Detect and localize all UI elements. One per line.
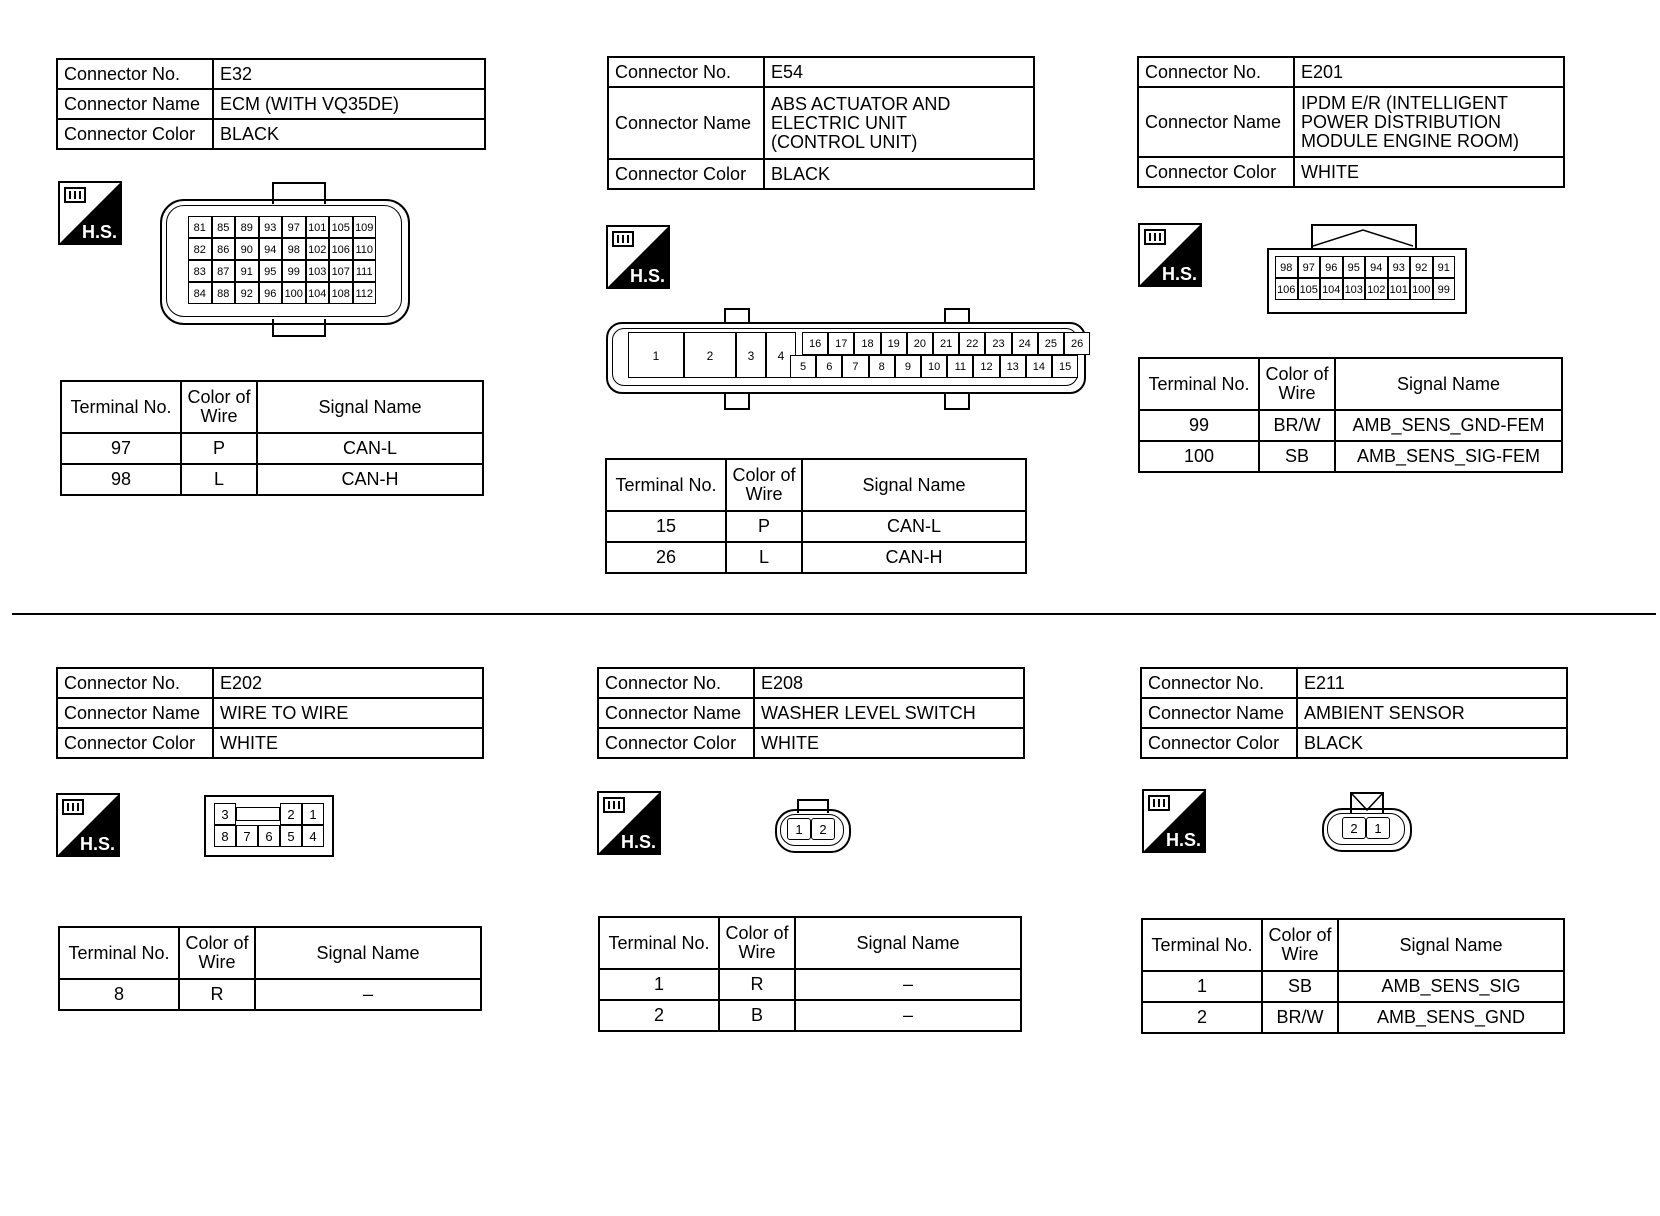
table-row: 15 P CAN-L — [606, 511, 1026, 542]
pin-90: 90 — [235, 238, 259, 260]
pin-24: 24 — [1012, 332, 1038, 355]
pin-103: 103 — [1343, 278, 1366, 300]
pin-blank — [236, 807, 280, 821]
table-row: 26 L CAN-H — [606, 542, 1026, 573]
pin-108: 108 — [329, 282, 353, 304]
pin-95: 95 — [1343, 256, 1366, 278]
pin-94: 94 — [259, 238, 283, 260]
terminal-no-header: Terminal No. — [599, 917, 719, 969]
color-of-wire-header: Color of Wire — [179, 927, 255, 979]
pin-94: 94 — [1365, 256, 1388, 278]
pin-19: 19 — [881, 332, 907, 355]
pin-101: 101 — [306, 216, 330, 238]
terminal-no-header: Terminal No. — [606, 459, 726, 511]
pin-107: 107 — [329, 260, 353, 282]
connector-color-label: Connector Color — [608, 159, 764, 189]
connector-name-label: Connector Name — [1138, 87, 1294, 157]
pin-18: 18 — [854, 332, 880, 355]
pin-104: 104 — [1320, 278, 1343, 300]
connector-no-label: Connector No. — [1141, 668, 1297, 698]
pin-8: 8 — [869, 355, 895, 378]
terminal-table-e211 — [1141, 918, 1565, 1034]
terminal-table-e202 — [58, 926, 482, 1011]
terminal-no-header: Terminal No. — [61, 381, 181, 433]
pin-5: 5 — [790, 355, 816, 378]
pin-82: 82 — [188, 238, 212, 260]
svg-text:H.S.: H.S. — [1166, 830, 1202, 850]
harness-side-icon — [597, 791, 661, 855]
pin-26: 26 — [1064, 332, 1090, 355]
pin-7: 7 — [842, 355, 868, 378]
connector-e202-face — [204, 795, 334, 857]
pin-22: 22 — [959, 332, 985, 355]
terminal-no-header: Terminal No. — [59, 927, 179, 979]
color-of-wire-header: Color of Wire — [181, 381, 257, 433]
pin-110: 110 — [353, 238, 377, 260]
pin-7: 7 — [236, 825, 258, 847]
pin-91: 91 — [1433, 256, 1456, 278]
svg-text:H.S.: H.S. — [621, 832, 657, 852]
pin-88: 88 — [212, 282, 236, 304]
pin-99: 99 — [282, 260, 306, 282]
connector-e208-face — [775, 799, 851, 853]
pin-12: 12 — [973, 355, 999, 378]
pin-106: 106 — [329, 238, 353, 260]
pin-1: 1 — [302, 803, 324, 825]
pin-97: 97 — [282, 216, 306, 238]
pin-1: 1 — [787, 818, 811, 840]
pin-4: 4 — [766, 332, 796, 378]
connector-color-label: Connector Color — [1141, 728, 1297, 758]
pin-96: 96 — [259, 282, 283, 304]
color-of-wire-header: Color of Wire — [726, 459, 802, 511]
connector-name-value: ECM (WITH VQ35DE) — [213, 89, 485, 119]
pin-16: 16 — [802, 332, 828, 355]
table-row: 98 L CAN-H — [61, 464, 483, 495]
table-row: 8 R – — [59, 979, 481, 1010]
pin-93: 93 — [1388, 256, 1411, 278]
connector-color-value: WHITE — [1294, 157, 1564, 187]
pin-4: 4 — [302, 825, 324, 847]
terminal-no-header: Terminal No. — [1142, 919, 1262, 971]
table-row: 2 B – — [599, 1000, 1021, 1031]
pin-100: 100 — [1410, 278, 1433, 300]
table-row: 1 R – — [599, 969, 1021, 1000]
pin-98: 98 — [282, 238, 306, 260]
pin-105: 105 — [329, 216, 353, 238]
connector-no-label: Connector No. — [1138, 57, 1294, 87]
connector-color-value: BLACK — [1297, 728, 1567, 758]
pin-83: 83 — [188, 260, 212, 282]
connector-no-value: E208 — [754, 668, 1024, 698]
pin-3: 3 — [214, 803, 236, 825]
pin-6: 6 — [258, 825, 280, 847]
pin-101: 101 — [1388, 278, 1411, 300]
connector-name-value: ABS ACTUATOR AND ELECTRIC UNIT (CONTROL UNIT) — [764, 87, 1034, 159]
connector-name-value: AMBIENT SENSOR — [1297, 698, 1567, 728]
connector-e54-face — [606, 308, 1086, 408]
pin-85: 85 — [212, 216, 236, 238]
terminal-table-e32 — [60, 380, 484, 496]
pin-1: 1 — [628, 332, 684, 378]
connector-color-label: Connector Color — [57, 119, 213, 149]
connector-info-e54 — [607, 56, 1035, 190]
harness-side-icon — [58, 181, 122, 245]
pin-6: 6 — [816, 355, 842, 378]
connector-name-label: Connector Name — [608, 87, 764, 159]
connector-color-label: Connector Color — [598, 728, 754, 758]
terminal-no-header: Terminal No. — [1139, 358, 1259, 410]
connector-color-value: WHITE — [213, 728, 483, 758]
signal-name-header: Signal Name — [1338, 919, 1564, 971]
pin-92: 92 — [235, 282, 259, 304]
pin-14: 14 — [1026, 355, 1052, 378]
pin-102: 102 — [306, 238, 330, 260]
connector-no-label: Connector No. — [57, 668, 213, 698]
pin-91: 91 — [235, 260, 259, 282]
pin-99: 99 — [1433, 278, 1456, 300]
svg-text:H.S.: H.S. — [82, 222, 118, 242]
connector-color-value: BLACK — [764, 159, 1034, 189]
connector-color-value: WHITE — [754, 728, 1024, 758]
pin-100: 100 — [282, 282, 306, 304]
pin-2: 2 — [1342, 817, 1366, 839]
pin-98: 98 — [1275, 256, 1298, 278]
svg-text:H.S.: H.S. — [1162, 264, 1198, 284]
pin-15: 15 — [1052, 355, 1078, 378]
pin-8: 8 — [214, 825, 236, 847]
pin-20: 20 — [907, 332, 933, 355]
pin-1: 1 — [1366, 817, 1390, 839]
connector-color-label: Connector Color — [1138, 157, 1294, 187]
svg-text:H.S.: H.S. — [80, 834, 116, 854]
table-row: 100 SB AMB_SENS_SIG-FEM — [1139, 441, 1562, 472]
signal-name-header: Signal Name — [1335, 358, 1562, 410]
pin-97: 97 — [1298, 256, 1321, 278]
harness-side-icon — [606, 225, 670, 289]
connector-info-e202 — [56, 667, 484, 759]
pin-17: 17 — [828, 332, 854, 355]
pin-106: 106 — [1275, 278, 1298, 300]
signal-name-header: Signal Name — [257, 381, 483, 433]
pin-5: 5 — [280, 825, 302, 847]
pin-109: 109 — [353, 216, 377, 238]
connector-e201-face — [1267, 224, 1469, 316]
table-row: 2 BR/W AMB_SENS_GND — [1142, 1002, 1564, 1033]
connector-name-label: Connector Name — [57, 89, 213, 119]
connector-no-label: Connector No. — [598, 668, 754, 698]
connector-name-label: Connector Name — [57, 698, 213, 728]
pin-13: 13 — [1000, 355, 1026, 378]
pin-86: 86 — [212, 238, 236, 260]
pin-9: 9 — [895, 355, 921, 378]
section-divider — [12, 613, 1656, 615]
pin-2: 2 — [811, 818, 835, 840]
pin-87: 87 — [212, 260, 236, 282]
harness-side-icon — [1142, 789, 1206, 853]
pin-10: 10 — [921, 355, 947, 378]
connector-color-label: Connector Color — [57, 728, 213, 758]
pin-95: 95 — [259, 260, 283, 282]
pin-102: 102 — [1365, 278, 1388, 300]
terminal-table-e201 — [1138, 357, 1563, 473]
pin-96: 96 — [1320, 256, 1343, 278]
connector-no-label: Connector No. — [57, 59, 213, 89]
terminal-table-e208 — [598, 916, 1022, 1032]
pin-93: 93 — [259, 216, 283, 238]
pin-104: 104 — [306, 282, 330, 304]
harness-side-icon — [1138, 223, 1202, 287]
pin-21: 21 — [933, 332, 959, 355]
connector-no-value: E54 — [764, 57, 1034, 87]
connector-info-e211 — [1140, 667, 1568, 759]
pin-25: 25 — [1038, 332, 1064, 355]
signal-name-header: Signal Name — [802, 459, 1026, 511]
connector-info-e208 — [597, 667, 1025, 759]
terminal-table-e54 — [605, 458, 1027, 574]
harness-side-icon — [56, 793, 120, 857]
connector-name-value: WASHER LEVEL SWITCH — [754, 698, 1024, 728]
pin-112: 112 — [353, 282, 377, 304]
connector-info-e32 — [56, 58, 486, 150]
color-of-wire-header: Color of Wire — [1262, 919, 1338, 971]
pin-111: 111 — [353, 260, 377, 282]
pin-92: 92 — [1410, 256, 1433, 278]
color-of-wire-header: Color of Wire — [1259, 358, 1335, 410]
connector-name-label: Connector Name — [1141, 698, 1297, 728]
connector-e211-face — [1322, 792, 1412, 852]
pin-105: 105 — [1298, 278, 1321, 300]
connector-no-value: E211 — [1297, 668, 1567, 698]
pin-2: 2 — [280, 803, 302, 825]
connector-no-value: E32 — [213, 59, 485, 89]
connector-no-label: Connector No. — [608, 57, 764, 87]
connector-no-value: E201 — [1294, 57, 1564, 87]
svg-text:H.S.: H.S. — [630, 266, 666, 286]
connector-e32-face — [160, 182, 410, 342]
pin-81: 81 — [188, 216, 212, 238]
connector-color-value: BLACK — [213, 119, 485, 149]
table-row: 97 P CAN-L — [61, 433, 483, 464]
table-row: 99 BR/W AMB_SENS_GND-FEM — [1139, 410, 1562, 441]
table-row: 1 SB AMB_SENS_SIG — [1142, 971, 1564, 1002]
pin-23: 23 — [985, 332, 1011, 355]
pin-2: 2 — [684, 332, 736, 378]
pin-3: 3 — [736, 332, 766, 378]
pin-11: 11 — [947, 355, 973, 378]
connector-no-value: E202 — [213, 668, 483, 698]
pin-84: 84 — [188, 282, 212, 304]
signal-name-header: Signal Name — [255, 927, 481, 979]
pin-103: 103 — [306, 260, 330, 282]
pin-89: 89 — [235, 216, 259, 238]
signal-name-header: Signal Name — [795, 917, 1021, 969]
color-of-wire-header: Color of Wire — [719, 917, 795, 969]
connector-name-value: WIRE TO WIRE — [213, 698, 483, 728]
connector-name-label: Connector Name — [598, 698, 754, 728]
connector-info-e201 — [1137, 56, 1565, 188]
connector-name-value: IPDM E/R (INTELLIGENT POWER DISTRIBUTION MODULE ENGINE ROOM) — [1294, 87, 1564, 157]
